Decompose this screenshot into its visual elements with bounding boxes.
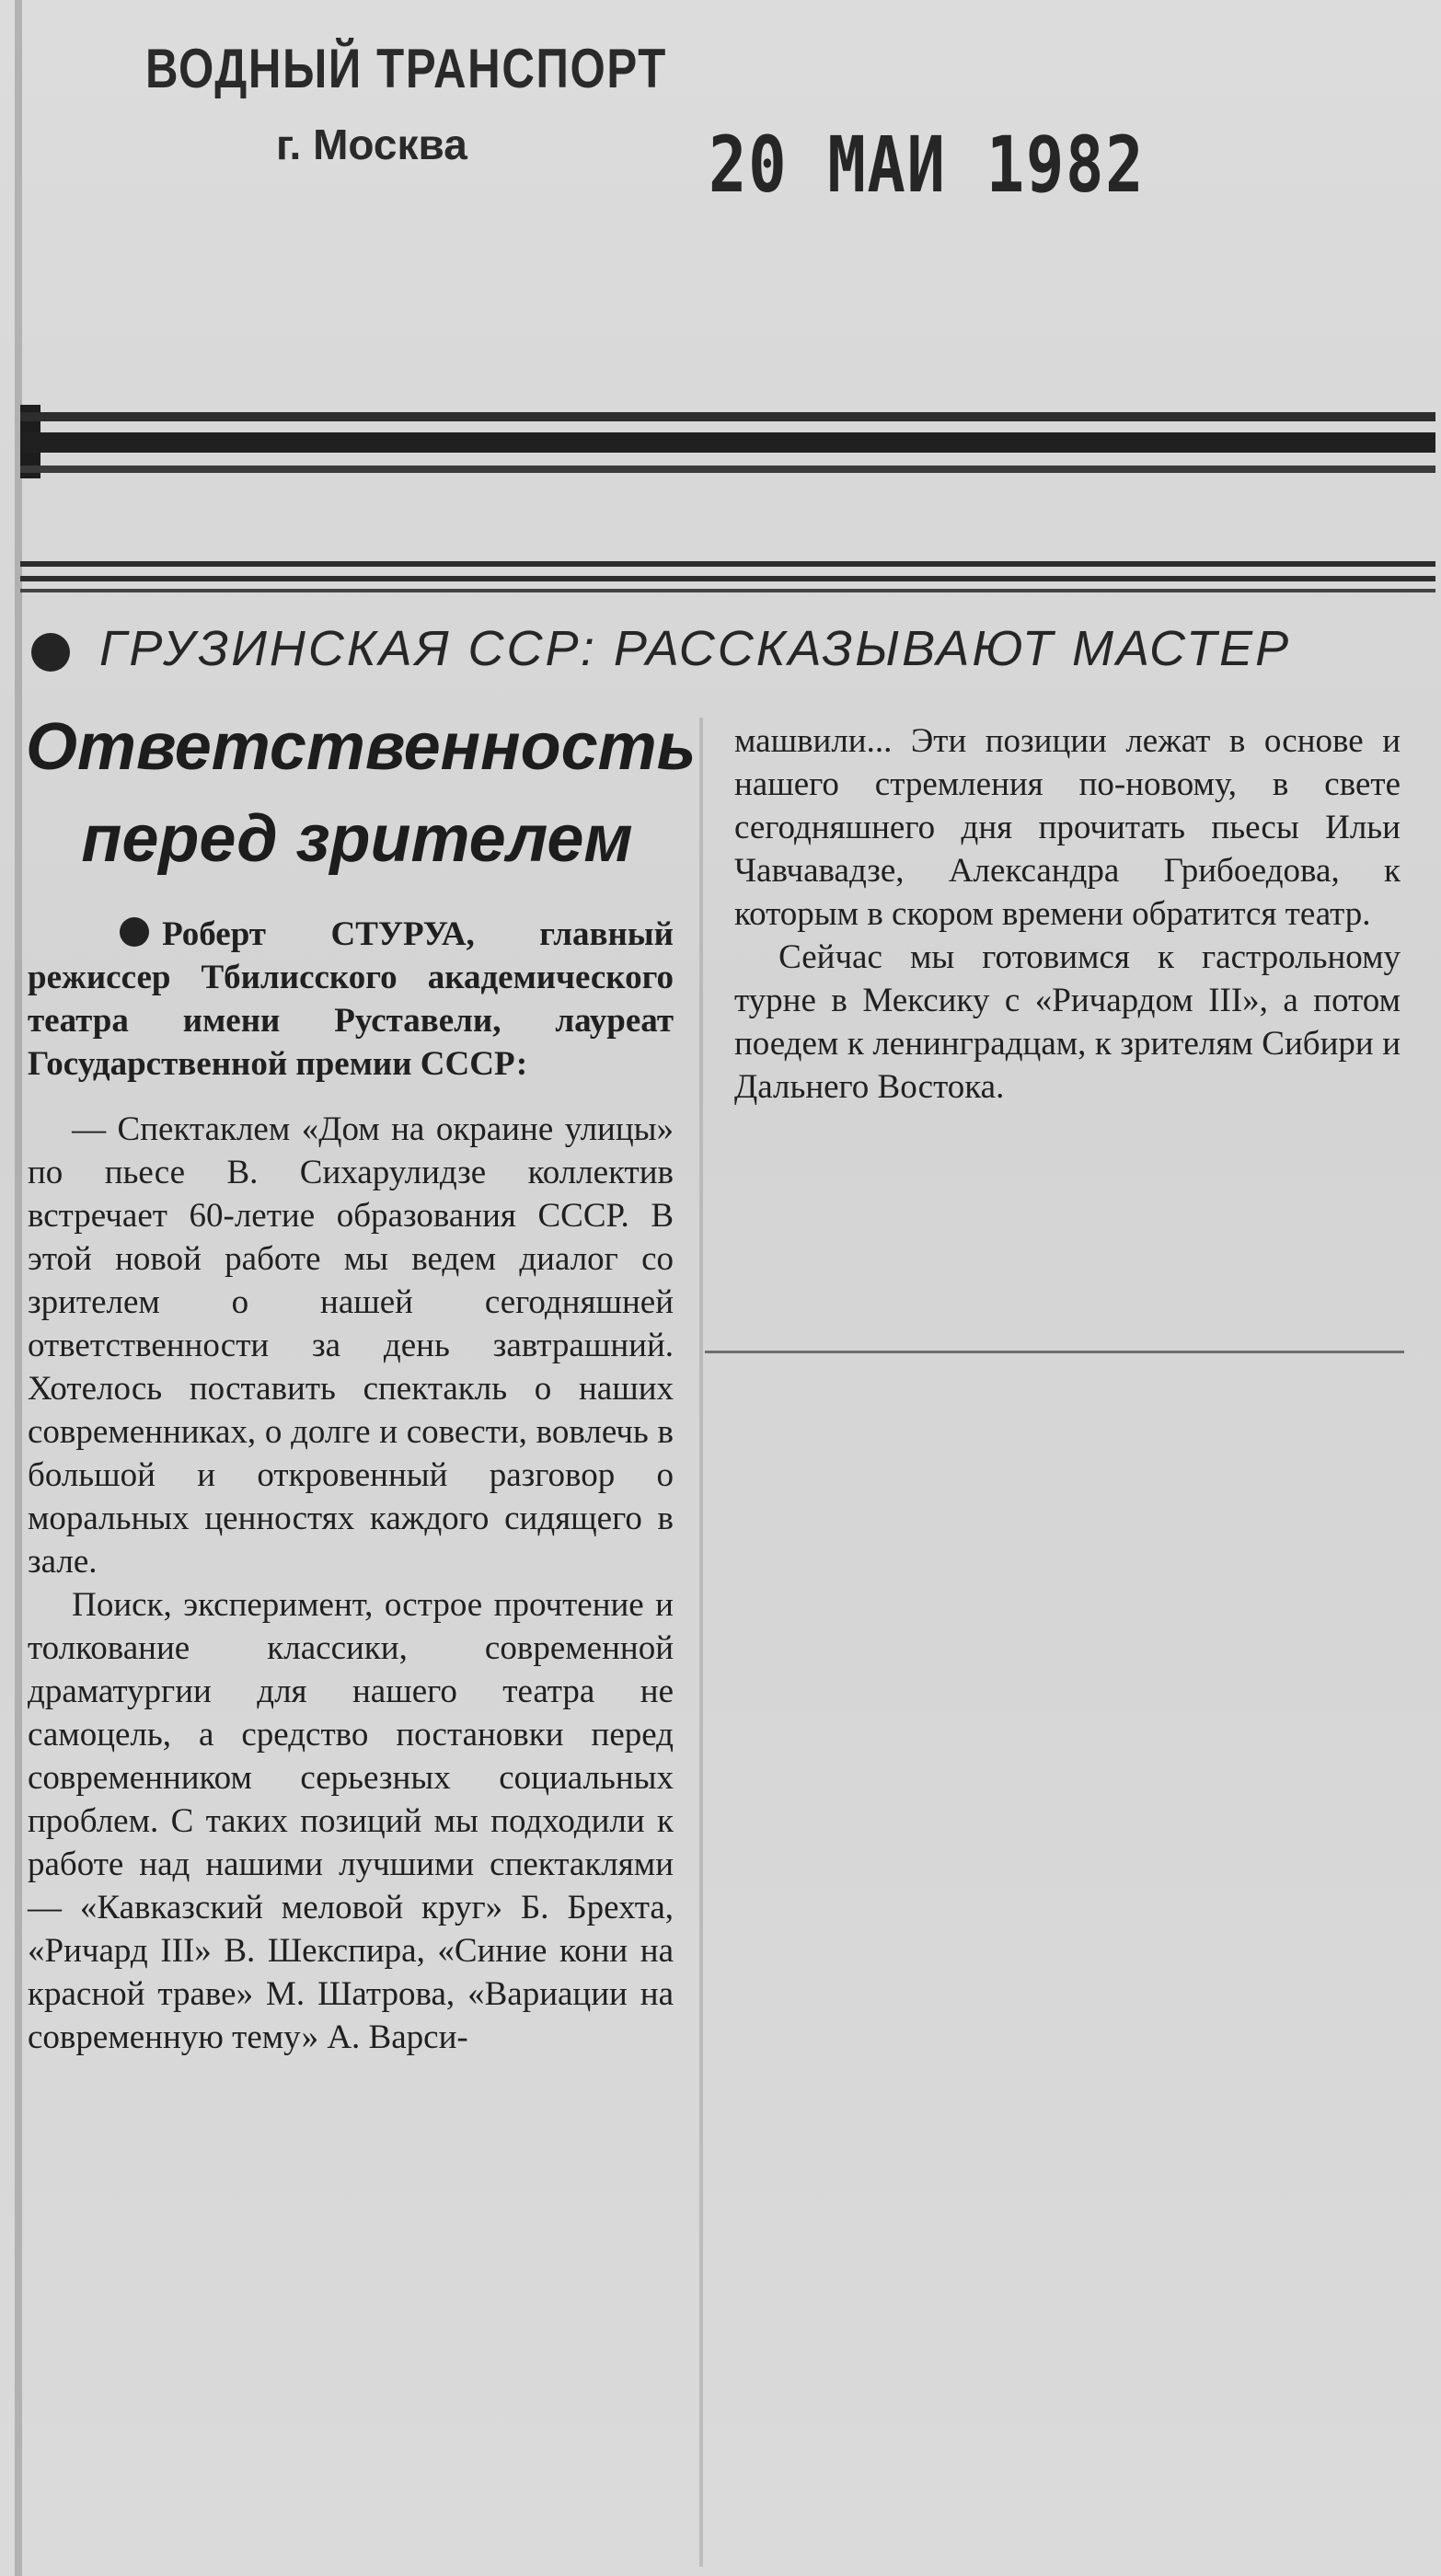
stamp-city: г. Москва	[276, 121, 467, 168]
header-rule	[20, 412, 1435, 421]
headline-line: Ответственность	[26, 710, 697, 784]
section-rule	[20, 561, 1435, 567]
article-end-rule	[705, 1351, 1404, 1353]
byline-text: Роберт СТУРУА, главный режиссер Тбилисского академического театра имени Руставели, лауреат Государственной премии СССР:	[28, 915, 674, 1083]
section-rule	[20, 576, 1435, 581]
header-rule	[20, 432, 1435, 453]
paragraph: Сейчас мы готовимся к гастрольному турне в Мексику с «Ричардом III», а потом поедем к ленинградцам, к зрителям Сибири и Дальнего Востока.	[734, 938, 1401, 1106]
byline	[28, 913, 674, 1086]
bullet-icon	[120, 917, 149, 947]
headline-line: перед зрителем	[81, 802, 633, 876]
header-rule	[20, 466, 1435, 473]
stamp-outlet: ВОДНЫЙ ТРАНСПОРТ	[145, 38, 667, 99]
paragraph: — Спектаклем «Дом на окраине улицы» по пьесе В. Сихарулидзе коллектив встречает 60-летие образования СССР. В этой новой работе мы ведем диалог со зрителем о нашей сегодняшней ответственности за день завтрашний. Хотелось поставить спектакль о наших современниках, о долге и совести, вовлечь в большой и откровенный разговор о моральных ценностях каждого сидящего в зале.	[28, 1110, 674, 1581]
paragraph: машвили... Эти позиции лежат в основе и нашего стремления по-новому, в свете сегодняшнего дня прочитать пьесы Ильи Чавчавадзе, Александра Грибоедова, к которым в скором времени обратится театр.	[734, 722, 1401, 933]
bullet-icon	[31, 633, 70, 672]
article-column-right	[734, 719, 1401, 1109]
article-headline	[26, 701, 697, 885]
section-rule	[20, 589, 1435, 592]
stamp-date: 20 МАИ 1982	[709, 120, 1146, 210]
column-divider	[699, 718, 703, 2567]
paragraph: Поиск, эксперимент, острое прочтение и толкование классики, современной драматургии для нашего театра не самоцель, а средство постановки перед современником серьезных социальных проблем. С таких позиций мы подходили к работе над нашими лучшими спектаклями — «Кавказский меловой круг» Б. Брехта, «Ричард III» В. Шекспира, «Синие кони на красной траве» М. Шатрова, «Вариации на современную тему» А. Варси-	[28, 1586, 674, 2056]
rubric-text: ГРУЗИНСКАЯ ССР: РАССКАЗЫВАЮТ МАСТЕР	[99, 621, 1292, 676]
rubric	[26, 616, 1434, 690]
article-column-left	[28, 913, 674, 2059]
clipping-edge	[15, 0, 22, 2576]
